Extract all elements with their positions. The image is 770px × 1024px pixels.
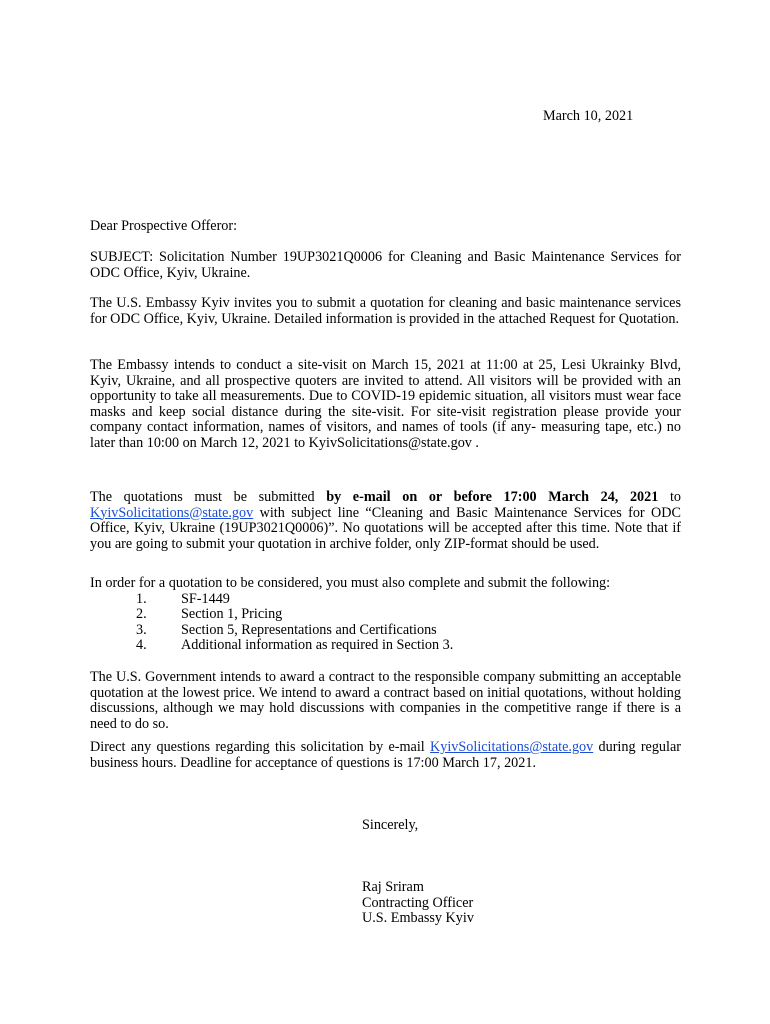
submission-lead: The quotations must be submitted xyxy=(90,489,327,505)
letter-date: March 10, 2021 xyxy=(543,108,634,124)
questions-text xyxy=(90,740,681,771)
list-item-text: SF-1449 xyxy=(181,590,230,607)
salutation-text: Dear Prospective Offeror: xyxy=(90,218,238,234)
requirements-section xyxy=(90,576,681,654)
signer-name: Raj Sriram xyxy=(362,879,424,895)
list-item xyxy=(90,638,681,654)
site-visit-paragraph xyxy=(90,358,681,452)
subject-text: SUBJECT: Solicitation Number 19UP3021Q0006 for Cleaning and Basic Maintenance Services for ODC Office, Kyiv, Ukraine. xyxy=(90,249,681,281)
site-visit-text: The Embassy intends to conduct a site-visit on March 15, 2021 at 11:00 at 25, Lesi Ukrainky Blvd, Kyiv, Ukraine, and all prospective quoters are invited to attend. All visitors will be provided with an opportunity to take all measurements. Due to COVID-19 epidemic situation, all visitors must wear face masks and keep social distance during the site-visit. For site-visit registration please provide your company contact information, names of visitors, and names of tools (if any- measuring tape, etc.) no later than 10:00 on March 12, 2021 to KyivSolicitations@state.gov . xyxy=(90,357,681,451)
questions-lead: Direct any questions regarding this solicitation by e-mail xyxy=(90,739,431,755)
requirements-list xyxy=(90,592,681,654)
award-paragraph xyxy=(90,670,681,732)
list-item-text: Additional information as required in Section 3. xyxy=(181,637,454,654)
signature-block xyxy=(362,880,474,927)
list-item-text: Section 5, Representations and Certifications xyxy=(181,621,437,638)
subject-line xyxy=(90,250,681,281)
list-item xyxy=(90,607,681,623)
invitation-text: The U.S. Embassy Kyiv invites you to submit a quotation for cleaning and basic maintenance services for ODC Office, Kyiv, Ukraine. Detailed information is provided in the attached Request for Quotation. xyxy=(90,295,681,327)
submission-paragraph xyxy=(90,490,681,552)
list-item-number: 2. xyxy=(136,606,147,623)
questions-email-link[interactable]: KyivSolicitations@state.gov xyxy=(430,739,594,755)
salutation xyxy=(90,219,681,235)
submission-email-link[interactable]: KyivSolicitations@state.gov xyxy=(90,504,254,521)
submission-to: to xyxy=(658,489,681,505)
award-text: The U.S. Government intends to award a contract to the responsible company submitting an acceptable quotation at the lowest price. We intend to award a contract based on initial quotations, without holding discussions, although we may hold discussions with companies in the competitive range if there is a need to do so. xyxy=(90,669,681,732)
submission-text xyxy=(90,490,681,552)
list-item-number: 3. xyxy=(136,621,147,638)
submission-deadline: by e-mail on or before 17:00 March 24, 2021 xyxy=(326,489,659,505)
list-item xyxy=(90,592,681,608)
closing: Sincerely, xyxy=(362,817,419,833)
invitation-paragraph xyxy=(90,296,681,327)
list-item-number: 1. xyxy=(136,590,147,607)
submission-rest: with subject line “Cleaning and Basic Maintenance Services for ODC Office, Kyiv, Ukraine (19UP3021Q0006)”. No quotations will be accepted after this time. Note that if you are going to submit your quotation in archive folder, only ZIP-format should be used. xyxy=(90,504,681,552)
list-item xyxy=(90,623,681,639)
list-item-number: 4. xyxy=(136,637,147,654)
requirements-intro: In order for a quotation to be considered, you must also complete and submit the following: xyxy=(90,575,611,591)
signer-title: Contracting Officer xyxy=(362,894,474,911)
questions-paragraph xyxy=(90,740,681,771)
signer-organization: U.S. Embassy Kyiv xyxy=(362,910,474,927)
list-item-text: Section 1, Pricing xyxy=(181,606,283,623)
questions-rest: during regular business hours. Deadline for acceptance of questions is 17:00 March 17, 2021. xyxy=(90,739,681,771)
